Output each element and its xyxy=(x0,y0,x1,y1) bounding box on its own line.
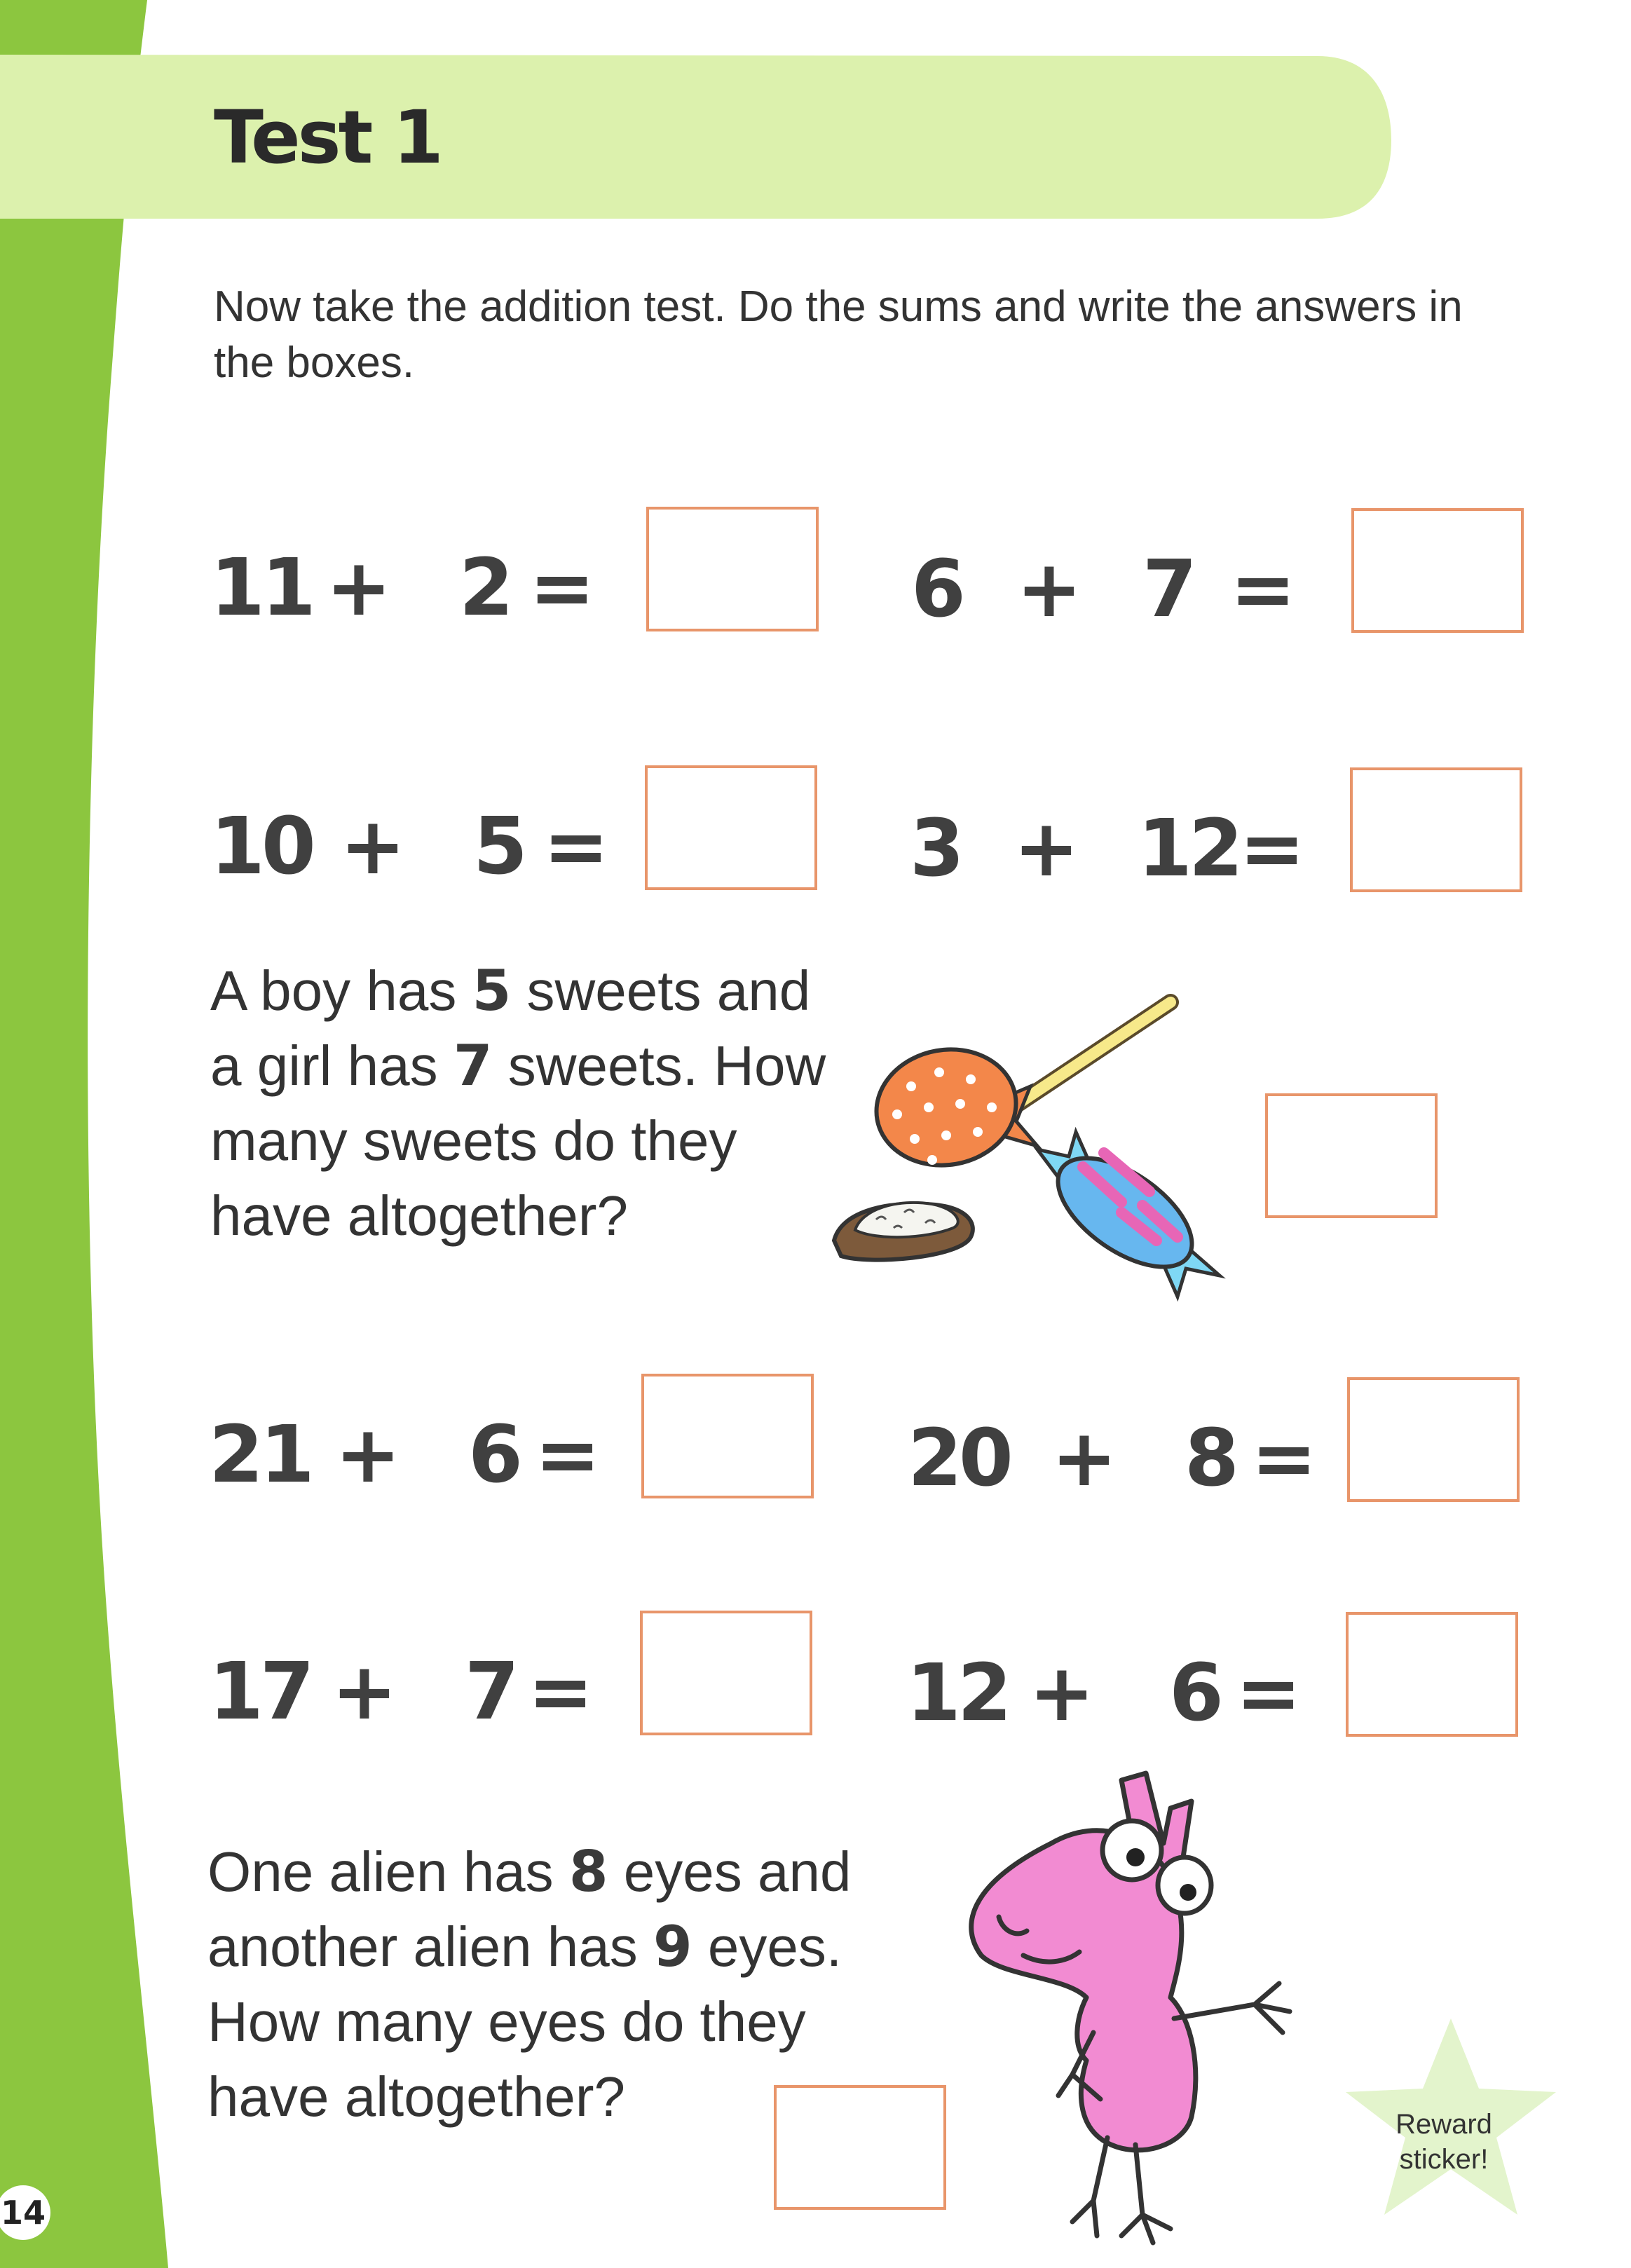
word-problem-line: have altogether? xyxy=(210,1184,629,1247)
sum-equals-sign: = xyxy=(543,801,606,892)
lollipop-icon xyxy=(867,1002,1171,1176)
side-band xyxy=(0,0,168,2268)
page-number: 14 xyxy=(0,2185,50,2240)
answer-box-9[interactable] xyxy=(1346,1612,1518,1737)
answer-box-3[interactable] xyxy=(645,765,817,890)
sum-row-3-right xyxy=(908,1377,1398,1503)
sum-operand-b: 6 xyxy=(1169,1648,1220,1739)
sum-plus-sign: + xyxy=(340,801,402,892)
word-problem-line: How many eyes do they xyxy=(207,1990,806,2053)
sum-operand-b: 6 xyxy=(468,1409,519,1501)
sum-operand-a: 12 xyxy=(906,1648,1009,1739)
sum-plus-sign: + xyxy=(1016,544,1079,635)
sum-equals-sign: = xyxy=(528,1646,590,1737)
answer-box-6[interactable] xyxy=(641,1374,814,1498)
coconut-sweet-icon xyxy=(834,1203,973,1260)
header-band xyxy=(0,55,1391,219)
word-problem-aliens xyxy=(207,1834,852,2134)
sum-plus-sign: + xyxy=(1051,1413,1114,1504)
sum-operand-b: 5 xyxy=(473,801,524,892)
sum-operand-b: 7 xyxy=(465,1646,516,1737)
sum-equals-sign: = xyxy=(1239,803,1302,894)
pink-alien-icon xyxy=(960,1766,1325,2257)
sum-plus-sign: + xyxy=(1014,803,1076,894)
sweets-illustration xyxy=(827,981,1248,1304)
sum-plus-sign: + xyxy=(335,1409,397,1501)
answer-box-8[interactable] xyxy=(640,1611,812,1735)
sum-operand-b: 7 xyxy=(1142,544,1194,635)
page-title: Test 1 xyxy=(214,95,441,180)
sum-plus-sign: + xyxy=(332,1646,394,1737)
reward-sticker-label: Reward sticker! xyxy=(1395,2109,1492,2175)
answer-box-7[interactable] xyxy=(1347,1377,1520,1502)
word-problem-line: have altogether? xyxy=(207,2065,626,2128)
sum-row-2-right xyxy=(910,767,1400,894)
word-problem-line: another alien has 9 eyes. xyxy=(207,1914,842,1979)
sum-operand-a: 21 xyxy=(209,1409,311,1501)
sum-row-4-right xyxy=(906,1612,1397,1738)
sum-equals-sign: = xyxy=(535,1409,597,1501)
sum-row-1-right xyxy=(911,508,1402,634)
sum-operand-b: 8 xyxy=(1185,1413,1236,1504)
answer-box-10[interactable] xyxy=(774,2085,946,2210)
answer-box-4[interactable] xyxy=(1350,767,1522,892)
answer-box-5[interactable] xyxy=(1265,1093,1438,1218)
sum-operand-b: 12 xyxy=(1138,803,1240,894)
sum-plus-sign: + xyxy=(1029,1648,1091,1739)
sum-operand-a: 6 xyxy=(911,544,962,635)
sum-operand-a: 17 xyxy=(209,1646,311,1737)
sum-plus-sign: + xyxy=(326,542,388,634)
answer-box-1[interactable] xyxy=(646,507,819,631)
sum-equals-sign: = xyxy=(1251,1413,1313,1504)
word-problem-line: many sweets do they xyxy=(210,1109,737,1172)
sum-equals-sign: = xyxy=(1236,1648,1298,1739)
sum-operand-a: 20 xyxy=(908,1413,1010,1504)
sum-operand-a: 3 xyxy=(910,803,961,894)
sum-equals-sign: = xyxy=(529,542,592,634)
sum-operand-a: 11 xyxy=(210,542,313,634)
instructions: Now take the addition test. Do the sums and write the answers in the boxes. xyxy=(214,282,1463,387)
sum-equals-sign: = xyxy=(1230,544,1292,635)
wrapped-candy-icon xyxy=(1037,1132,1220,1297)
word-problem-line: a girl has 7 sweets. How xyxy=(210,1033,826,1098)
word-problem-sweets xyxy=(210,953,826,1253)
word-problem-line: A boy has 5 sweets and xyxy=(210,958,811,1023)
sum-operand-b: 2 xyxy=(459,542,510,634)
answer-box-2[interactable] xyxy=(1351,508,1524,633)
word-problem-line: One alien has 8 eyes and xyxy=(207,1839,852,1904)
sum-operand-a: 10 xyxy=(210,801,313,892)
